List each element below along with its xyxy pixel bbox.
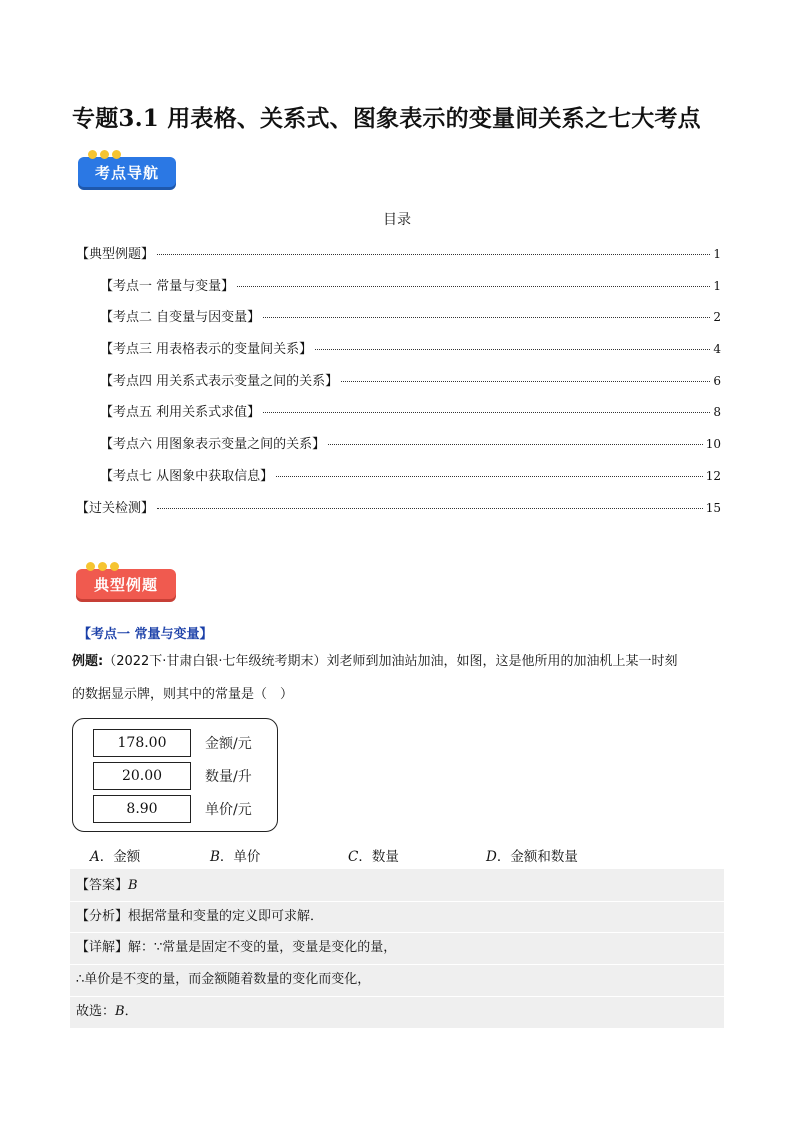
toc-entry-page: 15 xyxy=(705,501,721,515)
detail-line-2: ∴单价是不变的量，而金额随着数量的变化而变化， xyxy=(76,972,371,987)
nav-badge-label: 考点导航 xyxy=(78,157,176,187)
display-row xyxy=(93,729,252,756)
answer-line xyxy=(76,871,138,901)
example-text-2 xyxy=(72,680,724,709)
answer-block xyxy=(70,869,724,1028)
toc-leader xyxy=(157,254,710,255)
page-title: 专题3.1 用表格、关系式、图象表示的变量间关系之七大考点 xyxy=(72,105,701,132)
toc-leader xyxy=(237,286,710,287)
section-badge xyxy=(76,562,176,599)
analysis-label: 【分析】 xyxy=(76,909,129,924)
example-line-1: （2022下·甘肃白银·七年级统考期末）刘老师到加油站加油，如图，这是他所用的加油机上某一时刻 xyxy=(103,654,678,669)
divider xyxy=(70,996,724,997)
toc-entry-page: 1 xyxy=(713,247,721,261)
toc-entry-label: 【考点七 从图象中获取信息】 xyxy=(100,469,274,484)
toc-entry-label: 【考点六 用图象表示变量之间的关系】 xyxy=(100,437,326,452)
answer-label: 【答案】 xyxy=(76,878,129,893)
toc-entry-label: 【考点五 利用关系式求值】 xyxy=(100,405,261,420)
option-text: ．数量 xyxy=(358,849,399,865)
analysis-line xyxy=(76,902,323,932)
option-a[interactable] xyxy=(90,845,140,865)
toc-entry-page: 4 xyxy=(713,342,721,356)
answer-value: B xyxy=(128,878,138,893)
toc-entry-page: 12 xyxy=(705,469,721,483)
toc-leader xyxy=(276,476,703,477)
toc-entry[interactable] xyxy=(76,243,721,261)
detail-text: 解：∵常量是固定不变的量，变量是变化的量， xyxy=(128,940,397,955)
toc-entry-page: 6 xyxy=(713,374,721,388)
display-unit: 单价/元 xyxy=(205,801,252,818)
display-row xyxy=(93,795,252,822)
toc-entry-page: 10 xyxy=(705,437,721,451)
kp-heading: 【考点一 常量与变量】 xyxy=(78,627,213,642)
analysis-text: 根据常量和变量的定义即可求解． xyxy=(128,909,324,924)
conclusion-prefix: 故选： xyxy=(76,1004,116,1019)
toc-entry[interactable] xyxy=(100,465,721,483)
toc-entry[interactable] xyxy=(100,370,721,388)
nav-badge xyxy=(78,150,176,187)
detail-label: 【详解】 xyxy=(76,940,129,955)
display-value: 178.00 xyxy=(93,729,191,757)
toc-entry-page: 1 xyxy=(713,279,721,293)
toc-entry[interactable] xyxy=(100,275,721,293)
toc-entry-label: 【考点一 常量与变量】 xyxy=(100,279,235,294)
conclusion-suffix: ． xyxy=(124,1004,138,1019)
option-text: ．金额 xyxy=(99,849,141,865)
option-text: ．金额和数量 xyxy=(496,849,578,865)
toc-leader xyxy=(263,317,710,318)
option-letter: C xyxy=(348,849,359,865)
toc-entry[interactable] xyxy=(76,497,721,515)
toc-leader xyxy=(341,381,710,382)
option-letter: B xyxy=(210,849,220,865)
display-row xyxy=(93,762,252,789)
option-d[interactable] xyxy=(486,845,578,865)
toc-entry[interactable] xyxy=(100,433,721,451)
example-line-2: 的数据显示牌，则其中的常量是（ ） xyxy=(72,687,294,702)
toc-entry-label: 【典型例题】 xyxy=(76,247,155,262)
toc-entry-label: 【考点三 用表格表示的变量间关系】 xyxy=(100,342,313,357)
toc-leader xyxy=(263,412,710,413)
toc-entry-page: 2 xyxy=(713,310,721,324)
option-letter: A xyxy=(90,849,100,865)
example-text xyxy=(72,647,724,676)
option-b[interactable] xyxy=(210,845,260,865)
toc-entry-page: 8 xyxy=(713,405,721,419)
toc-entry[interactable] xyxy=(100,338,721,356)
conclusion-value: B xyxy=(115,1004,125,1019)
pump-display xyxy=(72,718,278,832)
toc-entry-label: 【考点四 用关系式表示变量之间的关系】 xyxy=(100,374,339,389)
section-badge-label: 典型例题 xyxy=(76,569,176,599)
display-value: 20.00 xyxy=(93,762,191,790)
toc-leader xyxy=(328,444,703,445)
toc-entry[interactable] xyxy=(100,306,721,324)
example-prefix: 例题: xyxy=(72,654,104,669)
toc-heading: 目录 xyxy=(383,212,411,228)
toc-leader xyxy=(315,349,710,350)
display-unit: 金额/元 xyxy=(205,735,252,752)
toc-entry-label: 【考点二 自变量与因变量】 xyxy=(100,310,261,325)
toc-entry-label: 【过关检测】 xyxy=(76,501,155,516)
option-letter: D xyxy=(486,849,497,865)
toc-leader xyxy=(157,508,703,509)
conclusion-line xyxy=(76,997,138,1027)
option-c[interactable] xyxy=(348,845,399,865)
toc-entry[interactable] xyxy=(100,401,721,419)
display-unit: 数量/升 xyxy=(205,768,252,785)
display-value: 8.90 xyxy=(93,795,191,823)
option-text: ．单价 xyxy=(219,849,261,865)
detail-line xyxy=(76,933,396,963)
